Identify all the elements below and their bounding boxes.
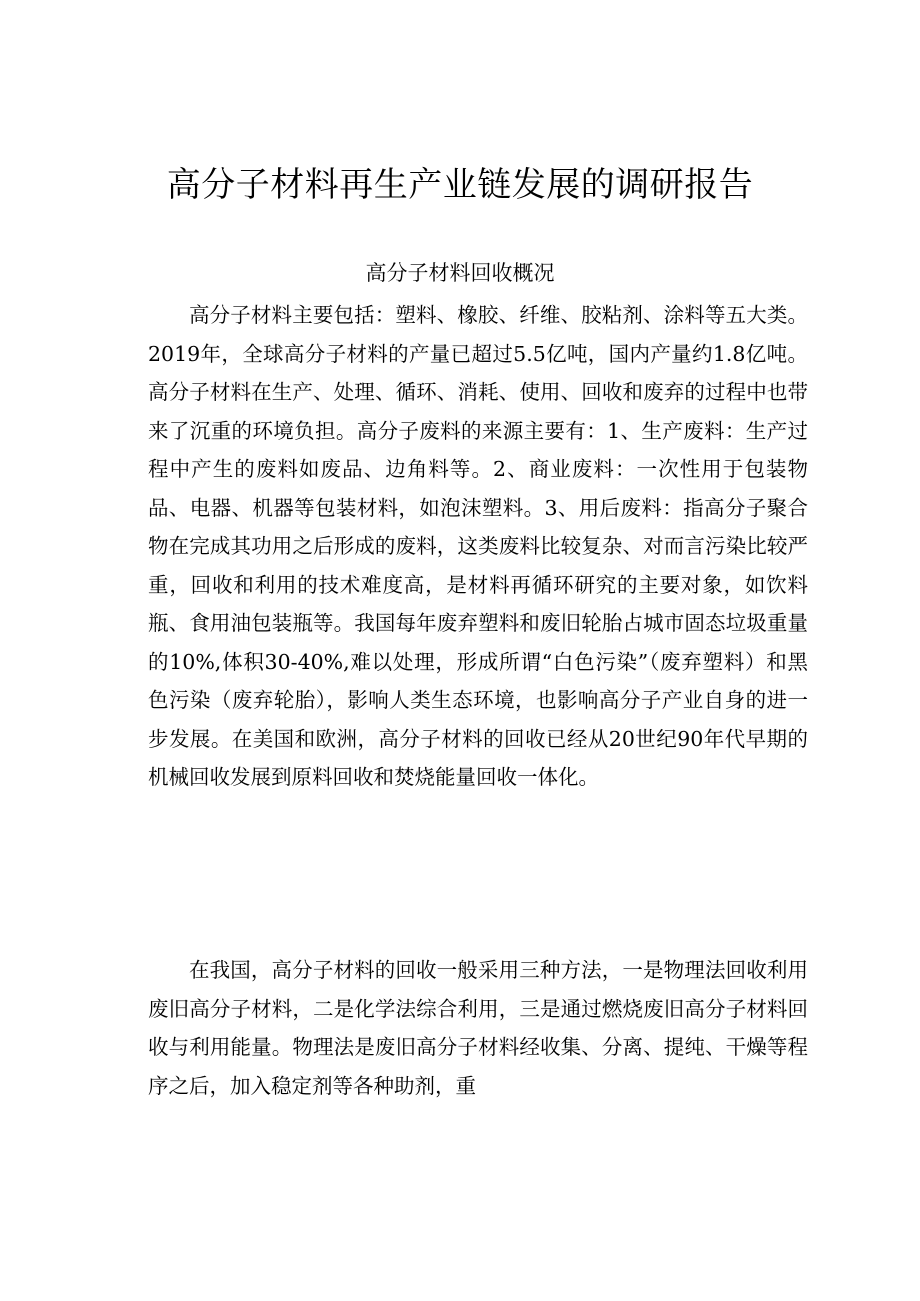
section-heading: 高分子材料回收概况 <box>365 261 555 285</box>
body-paragraph-2: 在我国，高分子材料的回收一般采用三种方法，一是物理法回收利用废旧高分子材料，二是化学法综合利用，三是通过燃烧废旧高分子材料回收与利用能量。物理法是废旧高分子材料经收集、分离、提纯、干燥等程序之后，加入稳定剂等各种助剂，重 <box>148 958 808 1098</box>
page-title: 高分子材料再生产业链发展的调研报告 <box>166 165 754 205</box>
body-paragraph-1: 高分子材料主要包括：塑料、橡胶、纤维、胶粘剂、涂料等五大类。2019年，全球高分子材料的产量已超过5.5亿吨，国内产量约1.8亿吨。高分子材料在生产、处理、循环、消耗、使用、回收和废弃的过程中也带来了沉重的环境负担。高分子废料的来源主要有：1、生产废料：生产过程中产生的废料如废品、边角料等。2、商业废料：一次性用于包装物品、电器、机器等包装材料，如泡沫塑料。3、用后废料：指高分子聚合物在完成其功用之后形成的废料，这类废料比较复杂、对而言污染比较严重，回收和利用的技术难度高，是材料再循环研究的主要对象，如饮料瓶、食用油包装瓶等。我国每年废弃塑料和废旧轮胎占城市固态垃圾重量的10%,体积30-40%,难以处理，形成所谓“白色污染”（废弃塑料）和黑色污染（废弃轮胎），影响人类生态环境，也影响高分子产业自身的进一步发展。在美国和欧洲，高分子材料的回收已经从20世纪90年代早期的机械回收发展到原料回收和焚烧能量回收一体化。 <box>148 303 808 789</box>
